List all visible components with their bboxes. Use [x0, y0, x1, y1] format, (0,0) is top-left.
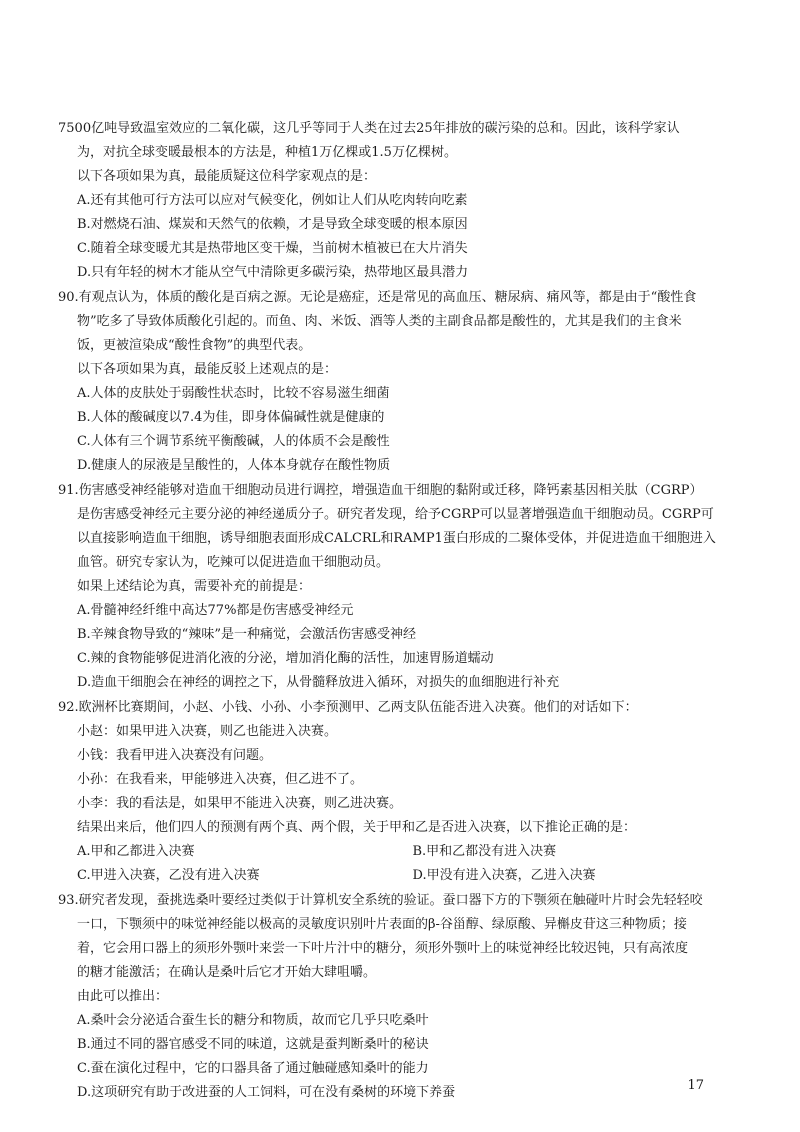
- question-92: [58, 697, 748, 886]
- stem-line: 着，它会用口器上的须形外颚叶来尝一下叶片汁中的糖分，须形外颚叶上的味觉神经比较迟钝，只有高浓度: [77, 941, 689, 956]
- question-stem: 91.伤害感受神经能够对造血干细胞动员进行调控，增强造血干细胞的黏附或迁移，降钙素基因相关肽（CGRP）: [58, 483, 703, 498]
- dialogue-line: 小孙：在我看来，甲能够进入决赛，但乙进不了。: [77, 772, 364, 787]
- stem-line: 的糖才能激活；在确认是桑叶后它才开始大肆咀嚼。: [77, 965, 377, 980]
- option-a: A.骨髓神经纤维中高达77%都是伤害感受神经元: [77, 603, 354, 618]
- question-93: [58, 890, 748, 1103]
- stem-line: 一口，下颚须中的味觉神经能以极高的灵敏度识别叶片表面的β-谷甾醇、绿原酸、异槲皮苷这三种物质；接: [77, 917, 687, 932]
- question-90: [58, 287, 748, 476]
- stem-line: 物”吃多了导致体质酸化引起的。而鱼、肉、米饭、酒等人类的主副食品都是酸性的，尤其是我们的主食米: [77, 314, 682, 329]
- stem-line: 是伤害感受神经元主要分泌的神经递质分子。研究者发现，给予CGRP可以显著增强造血干细胞动员。CGRP可: [77, 507, 714, 522]
- stem-line: 以直接影响造血干细胞，诱导细胞表面形成CALCRL和RAMP1蛋白形成的二聚体受体，并促进造血干细胞进入: [77, 531, 716, 546]
- options-row: [58, 865, 748, 886]
- option-b: B.对燃烧石油、煤炭和天然气的依赖，才是导致全球变暖的根本原因: [77, 217, 468, 232]
- option-d: D.这项研究有助于改进蚕的人工饲料，可在没有桑树的环境下养蚕: [77, 1085, 456, 1100]
- question-91: [58, 480, 748, 693]
- option-d: D.甲没有进入决赛，乙进入决赛: [412, 868, 596, 883]
- question-stem: 93.研究者发现，蚕挑选桑叶要经过类似于计算机安全系统的验证。蚕口器下方的下颚须在触碰叶片时会先轻轻咬: [58, 893, 703, 908]
- option-d: D.健康人的尿液是呈酸性的，人体本身就存在酸性物质: [77, 458, 391, 473]
- question-stem: 90.有观点认为，体质的酸化是百病之源。无论是癌症，还是常见的高血压、糖尿病、痛风等，都是由于“酸性食: [58, 290, 697, 305]
- options-row: [58, 841, 748, 862]
- dialogue-line: 小李：我的看法是，如果甲不能进入决赛，则乙进决赛。: [77, 796, 403, 811]
- dialogue-line: 小赵：如果甲进入决赛，则乙也能进入决赛。: [77, 724, 338, 739]
- option-c: C.随着全球变暖尤其是热带地区变干燥，当前树木植被已在大片消失: [77, 241, 468, 256]
- stem-line: 7500亿吨导致温室效应的二氧化碳，这几乎等同于人类在过去25年排放的碳污染的总和。因此，该科学家认: [58, 121, 680, 136]
- option-b: B.通过不同的器官感受不同的味道，这就是蚕判断桑叶的秘诀: [77, 1037, 429, 1052]
- option-b: B.辛辣食物导致的“辣味”是一种痛觉，会激活伤害感受神经: [77, 627, 416, 642]
- option-b: B.甲和乙都没有进入决赛: [412, 844, 557, 859]
- option-c: C.人体有三个调节系统平衡酸碱，人的体质不会是酸性: [77, 434, 390, 449]
- option-c: C.辣的食物能够促进消化液的分泌，增加消化酶的活性，加速胃肠道蠕动: [77, 651, 494, 666]
- question-content: [58, 118, 748, 1106]
- dialogue-line: 小钱：我看甲进入决赛没有问题。: [77, 748, 273, 763]
- option-c: C.蚕在演化过程中，它的口器具备了通过触碰感知桑叶的能力: [77, 1061, 429, 1076]
- stem-line: 血管。研究专家认为，吃辣可以促进造血干细胞动员。: [77, 555, 390, 570]
- question-prompt: 以下各项如果为真，最能质疑这位科学家观点的是：: [77, 169, 377, 184]
- question-prompt: 如果上述结论为真，需要补充的前提是：: [77, 579, 312, 594]
- option-c: C.甲进入决赛，乙没有进入决赛: [77, 868, 260, 883]
- option-a: A.人体的皮肤处于弱酸性状态时，比较不容易滋生细菌: [77, 386, 390, 401]
- option-a: A.甲和乙都进入决赛: [77, 844, 195, 859]
- option-d: D.只有年轻的树木才能从空气中清除更多碳污染，热带地区最具潜力: [77, 265, 469, 280]
- stem-line: 饭，更被渲染成“酸性食物”的典型代表。: [77, 338, 312, 353]
- option-a: A.还有其他可行方法可以应对气候变化，例如让人们从吃肉转向吃素: [77, 193, 468, 208]
- stem-line: 为，对抗全球变暖最根本的方法是，种植1万亿棵或1.5万亿棵树。: [77, 145, 457, 160]
- option-d: D.造血干细胞会在神经的调控之下，从骨髓释放进入循环，对损失的血细胞进行补充: [77, 675, 560, 690]
- option-a: A.桑叶会分泌适合蚕生长的糖分和物质，故而它几乎只吃桑叶: [77, 1013, 429, 1028]
- option-b: B.人体的酸碱度以7.4为佳，即身体偏碱性就是健康的: [77, 410, 385, 425]
- question-prompt: 由此可以推出：: [77, 989, 169, 1004]
- question-89: [58, 118, 748, 283]
- question-stem: 92.欧洲杯比赛期间，小赵、小钱、小孙、小李预测甲、乙两支队伍能否进入决赛。他们的对话如下：: [58, 700, 638, 715]
- question-prompt: 以下各项如果为真，最能反驳上述观点的是：: [77, 362, 338, 377]
- question-prompt: 结果出来后，他们四人的预测有两个真、两个假，关于甲和乙是否进入决赛，以下推论正确的是：: [77, 820, 637, 835]
- page-number: 17: [687, 1078, 704, 1093]
